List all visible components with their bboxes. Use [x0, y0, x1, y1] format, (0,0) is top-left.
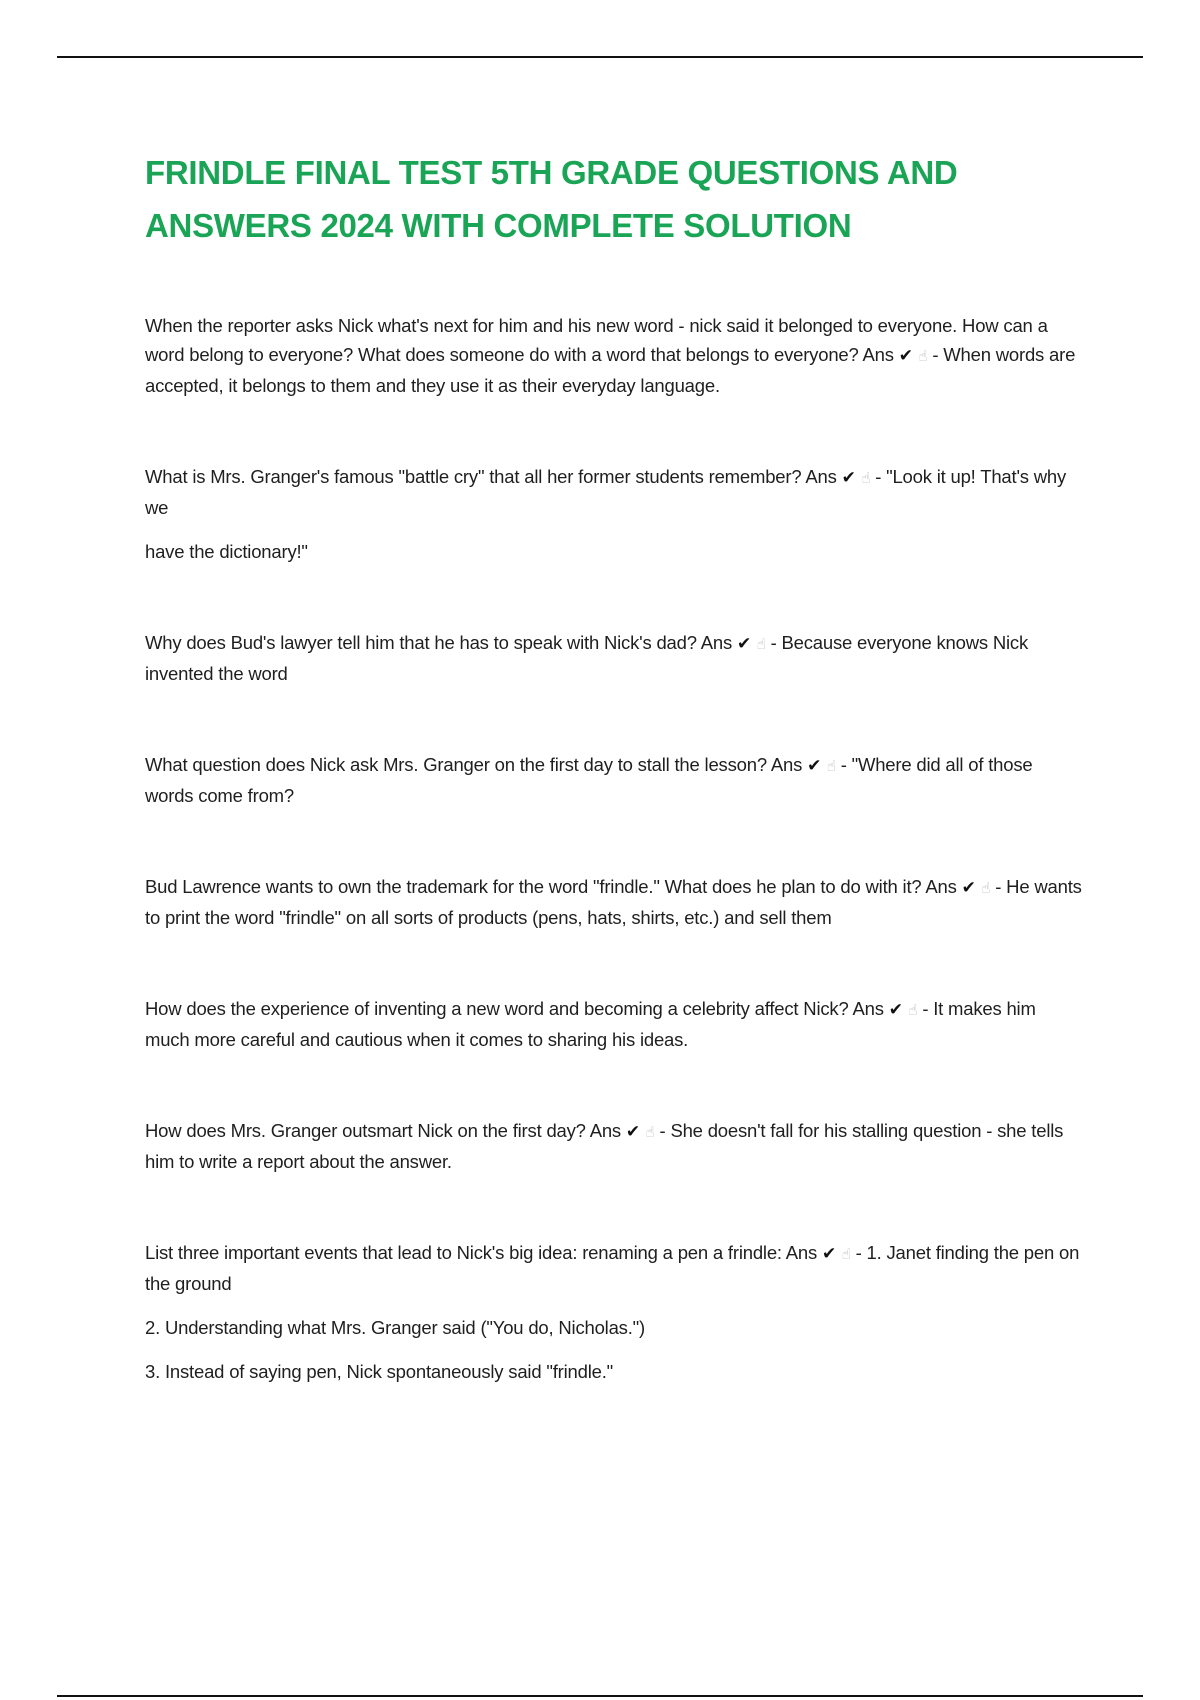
- qa-paragraph: How does Mrs. Granger outsmart Nick on the first day? Ans ✔ ☝ - She doesn't fall for his stalling question - she tells him to write a report about the answer.: [145, 1120, 1064, 1172]
- answer-text: It makes him much more careful and cautious when it comes to sharing his ideas.: [145, 998, 1036, 1050]
- question-text: What question does Nick ask Mrs. Granger on the first day to stall the lesson?: [145, 754, 767, 775]
- qa-item: [145, 750, 1085, 810]
- qa-paragraph: What question does Nick ask Mrs. Granger on the first day to stall the lesson? Ans ✔ ☝ - "Where did all of those words come from?: [145, 754, 1033, 806]
- hand-icon: ☝: [908, 1001, 918, 1019]
- answer-text: He wants to print the word "frindle" on all sorts of products (pens, hats, shirts, etc.) and sell them: [145, 876, 1082, 928]
- qa-item: [145, 872, 1085, 932]
- checkmark-icon: ✔: [736, 634, 752, 654]
- answer-text: Because everyone knows Nick invented the word: [145, 632, 1029, 684]
- question-text: How does the experience of inventing a new word and becoming a celebrity affect Nick?: [145, 998, 849, 1019]
- question-text: When the reporter asks Nick what's next for him and his new word - nick said it belonged to everyone. How can a word belong to everyone? What does someone do with a word that belongs to everyone?: [145, 315, 1048, 365]
- answer-label: Ans: [589, 1120, 621, 1141]
- answer-text: When words are accepted, it belongs to them and they use it as their everyday language.: [145, 344, 1076, 396]
- qa-item: [145, 1238, 1085, 1386]
- answer-label: Ans: [785, 1242, 818, 1263]
- hand-icon: ☝: [861, 469, 871, 487]
- answer-list-item: 3. Instead of saying pen, Nick spontaneously said "frindle.": [145, 1361, 614, 1382]
- hand-icon: ☝: [826, 757, 836, 775]
- qa-paragraph: What is Mrs. Granger's famous "battle cry" that all her former students remember? Ans ✔ ☝ - "Look it up! That's why we: [145, 466, 1067, 518]
- answer-label: Ans: [700, 632, 733, 653]
- question-text: What is Mrs. Granger's famous "battle cry" that all her former students remember?: [145, 466, 802, 487]
- question-text: Bud Lawrence wants to own the trademark for the word "frindle." What does he plan to do with it?: [145, 876, 922, 897]
- answer-marker: [737, 633, 766, 654]
- hand-icon: ☝: [645, 1123, 655, 1141]
- qa-paragraph: Why does Bud's lawyer tell him that he has to speak with Nick's dad? Ans ✔ ☝ - Because everyone knows Nick invented the word: [145, 632, 1029, 684]
- checkmark-icon: ✔: [822, 1244, 837, 1264]
- answer-label: Ans: [770, 754, 803, 775]
- checkmark-icon: ✔: [898, 346, 913, 366]
- answer-continued: have the dictionary!": [145, 541, 308, 562]
- qa-paragraph: How does the experience of inventing a new word and becoming a celebrity affect Nick? Ans ✔ ☝ - It makes him much more careful and cautious when it comes to sharing his ideas.: [145, 998, 1036, 1050]
- qa-item: [145, 994, 1085, 1054]
- answer-marker: [807, 755, 836, 776]
- answer-label: Ans: [925, 876, 957, 897]
- checkmark-icon: ✔: [841, 468, 856, 488]
- answer-text: She doesn't fall for his stalling question - she tells him to write a report about the answer.: [145, 1120, 1064, 1172]
- checkmark-icon: ✔: [625, 1122, 640, 1142]
- question-text: How does Mrs. Granger outsmart Nick on the first day?: [145, 1120, 586, 1141]
- answer-list-item: 2. Understanding what Mrs. Granger said ("You do, Nicholas."): [145, 1317, 646, 1338]
- answer-marker: [899, 345, 928, 366]
- checkmark-icon: ✔: [961, 878, 976, 898]
- answer-label: Ans: [862, 344, 894, 365]
- question-text: Why does Bud's lawyer tell him that he has to speak with Nick's dad?: [145, 632, 697, 653]
- answer-marker: [962, 877, 991, 898]
- answer-text: "Where did all of those words come from?: [145, 754, 1033, 806]
- hand-icon: ☝: [841, 1245, 851, 1263]
- checkmark-icon: ✔: [888, 1000, 903, 1020]
- answer-label: Ans: [805, 466, 837, 487]
- document-title: FRINDLE FINAL TEST 5TH GRADE QUESTIONS AND ANSWERS 2024 WITH COMPLETE SOLUTION: [145, 154, 958, 244]
- answer-text: "Look it up! That's why we: [145, 466, 1067, 518]
- answer-marker: [822, 1243, 851, 1264]
- checkmark-icon: ✔: [807, 756, 822, 776]
- hand-icon: ☝: [756, 635, 766, 653]
- answer-marker: [889, 999, 918, 1020]
- question-text: List three important events that lead to Nick's big idea: renaming a pen a frindle:: [145, 1242, 782, 1263]
- qa-item: [145, 1116, 1085, 1176]
- hand-icon: ☝: [918, 347, 928, 365]
- hand-icon: ☝: [981, 879, 991, 897]
- qa-item: [145, 628, 1085, 688]
- answer-marker: [842, 467, 871, 488]
- answer-marker: [626, 1121, 655, 1142]
- qa-item: [145, 462, 1085, 566]
- qa-paragraph: When the reporter asks Nick what's next for him and his new word - nick said it belonged to everyone. How can a word belong to everyone? What does someone do with a word that belongs to everyone? Ans ✔ ☝ - When words are accepted, it belongs to them and they use it as their everyday language.: [145, 315, 1076, 396]
- qa-paragraph: List three important events that lead to Nick's big idea: renaming a pen a frindle: Ans ✔ ☝ - 1. Janet finding the pen on the ground: [145, 1242, 1080, 1294]
- qa-paragraph: Bud Lawrence wants to own the trademark for the word "frindle." What does he plan to do with it? Ans ✔ ☝ - He wants to print the word "frindle" on all sorts of products (pens, hats, shirts, etc.) and sell them: [145, 876, 1082, 928]
- qa-item: [145, 311, 1085, 400]
- footer-rule: [57, 1695, 1143, 1697]
- qa-list: [145, 311, 1085, 1448]
- answer-label: Ans: [852, 998, 884, 1019]
- header-rule: [57, 56, 1143, 58]
- answer-text: 1. Janet finding the pen on the ground: [145, 1242, 1080, 1294]
